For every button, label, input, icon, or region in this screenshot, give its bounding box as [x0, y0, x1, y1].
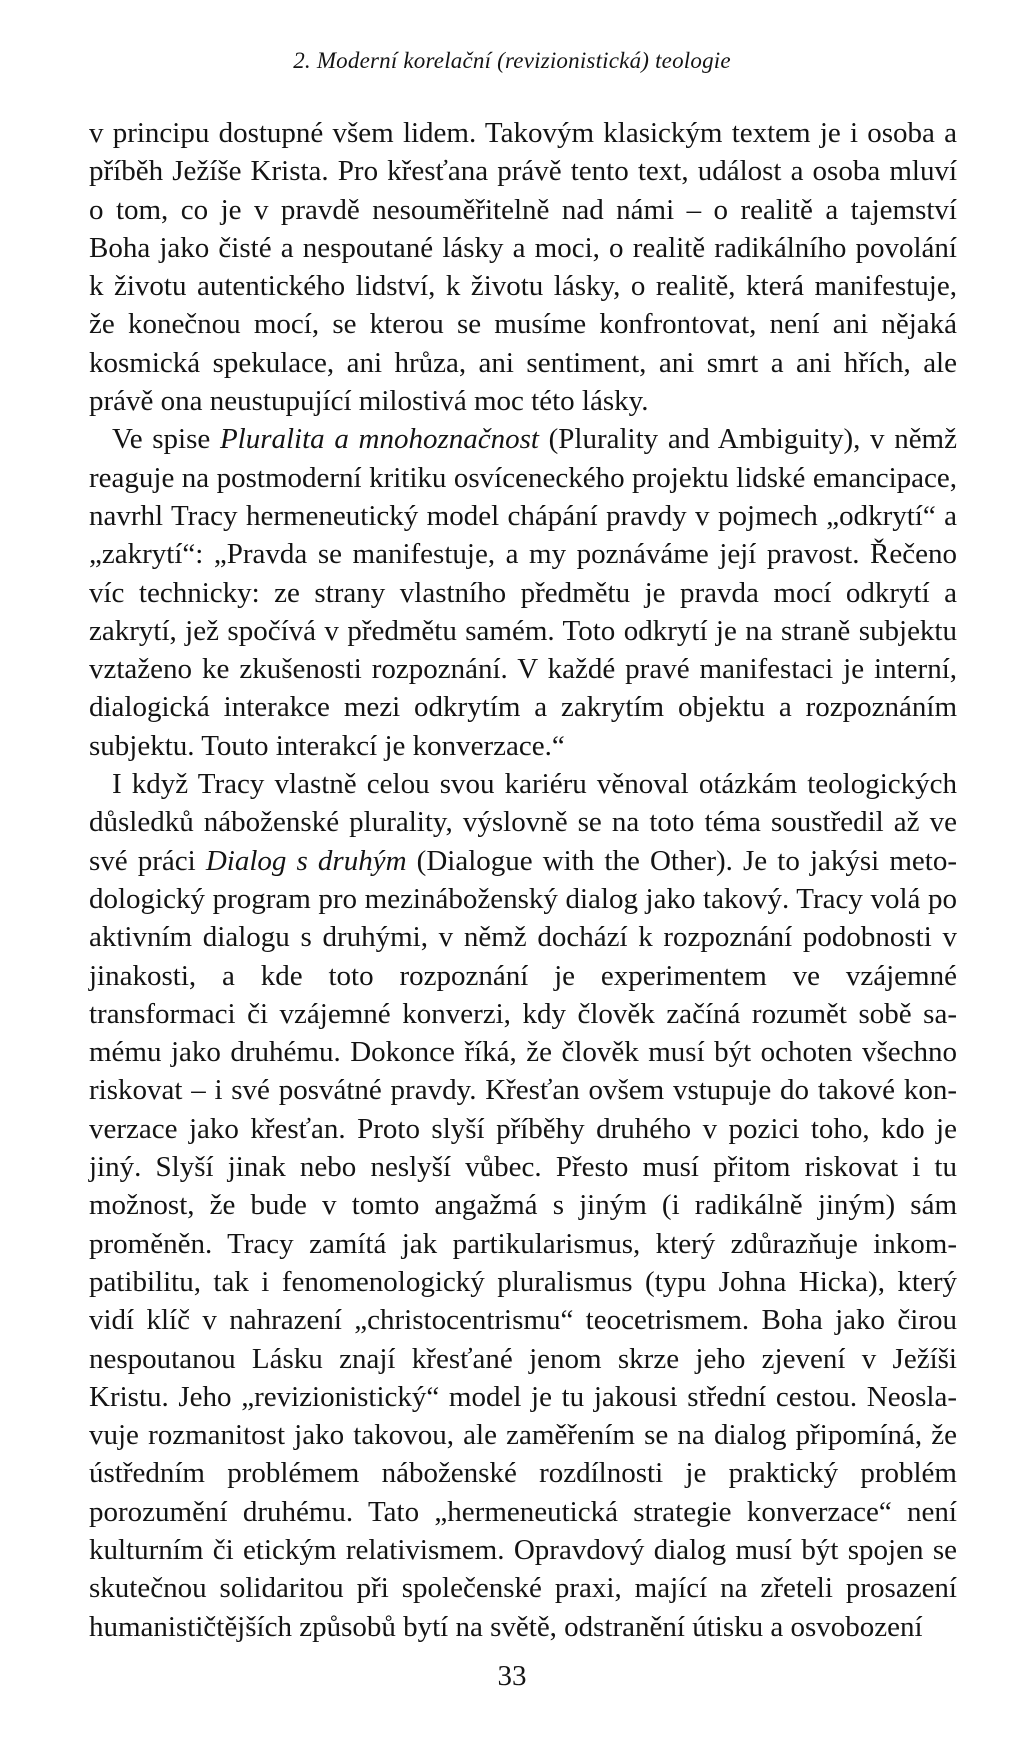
- paragraph-text: I když Tracy vlastně celou svou kariéru věnoval otázkám teologických důsledků náboženské plurality, výslovně se na toto téma soustředil až ve své práci: [89, 768, 957, 877]
- paragraph-text: (Dialogue with the Other). Je to jakýsi metodologický program pro mezináboženský dialog jako takový. Tracy volá po aktivním dialogu s druhými, v němž dochází k rozpoznání podobnosti v jinakosti, a kde toto rozpoznání je experimentem ve vzájemné transformaci či vzájemné konverzi, kdy člověk začíná rozumět sobě samému jako druhému. Dokonce říká, že člověk musí být ochoten všechno riskovat – i své posvátné pravdy. Křesťan ovšem vstupuje do takové konverzace jako křesťan. Proto slyší příběhy druhého v pozici toho, kdo je jiný. Slyší jinak nebo neslyší vůbec. Přesto musí přitom riskovat i tu možnost, že bude v tomto angažmá s jiným (i radikálně jiným) sám proměněn. Tracy zamítá jak partikularismus, který zdůrazňuje inkompatibilitu, tak i fenomenologický pluralismus (typu Johna Hicka), který vidí klíč v nahrazení „christocentrismu“ teocetrismem. Boha jako čirou nespoutanou Lásku znají křesťané jenom skrze jeho zjevení v Ježíši Kristu. Jeho „revizionistický“ model je tu jakousi střední cestou. Neoslavuje rozmanitost jako takovou, ale zaměřením se na dialog připomíná, že ústředním problémem náboženské rozdílnosti je praktický problém porozumění druhému. Tato „hermeneutická strategie konverzace“ není kulturním či etickým relativismem. Opravdový dialog musí být spojen se skutečnou solidaritou při společenské praxi, mající na zřeteli prosazení humanističtějších způsobů bytí na světě, odstranění útisku a osvobození: [89, 844, 957, 1643]
- body-text: [89, 114, 957, 1646]
- paragraph: [89, 114, 957, 420]
- book-title-italic: Pluralita a mnohoznačnost: [219, 423, 539, 456]
- paragraph-text: v principu dostupné všem lidem. Takovým klasickým textem je i osoba a příběh Ježíše Krista. Pro křesťana právě tento text, událost a osoba mluví o tom, co je v pravdě nesouměřitelně nad námi – o realitě a tajemství Boha jako čisté a nespoutané lásky a moci, o realitě radikálního povolání k životu autentického lidství, k životu lásky, o realitě, která manifestuje, že konečnou mocí, se kterou se musíme konfrontovat, není ani nějaká kosmická spekulace, ani hrůza, ani sentiment, ani smrt a ani hřích, ale právě ona neustupující milostivá moc této lásky.: [89, 117, 957, 418]
- running-header: 2. Moderní korelační (revizionistická) teologie: [293, 48, 731, 73]
- book-title-italic: Dialog s druhým: [205, 844, 407, 877]
- paragraph: [89, 765, 957, 1646]
- paragraph-text: Ve spise: [112, 423, 220, 456]
- page-number: 33: [497, 1660, 527, 1692]
- paragraph-text: (Plurality and Ambiguity), v němž reaguje na postmoderní kritiku osvíceneckého projektu lidské emancipace, navrhl Tracy hermeneutický model chápání pravdy v pojmech „odkrytí“ a „zakrytí“: „Pravda se manifestuje, a my poznáváme její pravost. Řečeno víc technicky: ze strany vlastního předmětu je pravda mocí odkrytí a zakrytí, jež spočívá v předmětu samém. Toto odkrytí je na straně subjektu vztaženo ke zkušenosti rozpoznání. V každé pravé manifestaci je interní, dialogická interakce mezi odkrytím a zakrytím objektu a rozpoznáním subjektu. Touto interakcí je konverzace.“: [89, 423, 957, 762]
- paragraph: [89, 420, 957, 765]
